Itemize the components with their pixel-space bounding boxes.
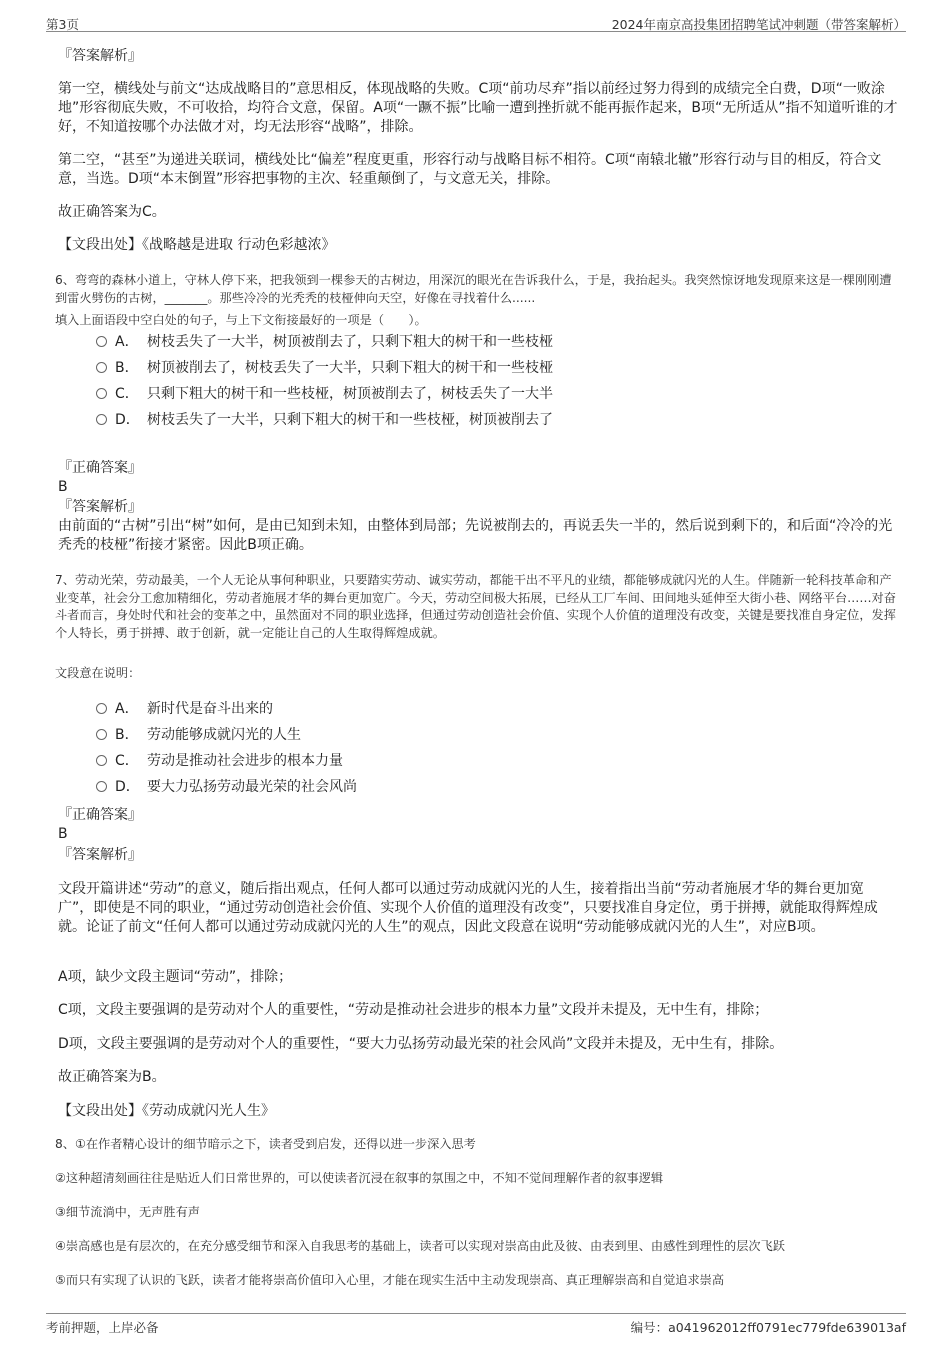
answer-conclusion: 故正确答案为C。 xyxy=(58,204,166,220)
option-d[interactable] xyxy=(96,777,357,797)
analysis-paragraph: C项，文段主要强调的是劳动对个人的重要性，“劳动是推动社会进步的根本力量”文段并未提及，无中生有，排除； xyxy=(58,1002,769,1018)
answer-analysis-heading: 『答案解析』 xyxy=(58,847,142,863)
radio-icon[interactable] xyxy=(96,703,107,714)
answer-conclusion: 故正确答案为B。 xyxy=(58,1069,166,1085)
option-text: 树顶被削去了，树枝丢失了一大半，只剩下粗大的树干和一些枝桠 xyxy=(147,360,553,376)
option-text: 树枝丢失了一大半，树顶被削去了，只剩下粗大的树干和一些枝桠 xyxy=(147,334,553,350)
radio-icon[interactable] xyxy=(96,336,107,347)
option-letter: A． xyxy=(115,334,139,350)
document-id: 编号：a041962012ff0791ec779fde639013af xyxy=(630,1320,906,1335)
analysis-paragraph: 第二空，“甚至”为递进关联词，横线处比“偏差”程度更重，形容行动与战略目标不相符。C项“南辕北辙”形容行动与目的相反，符合文意，当选。D项“本末倒置”形容把事物的主次、轻重颠倒了，与文意无关，排除。 xyxy=(58,152,882,187)
option-a[interactable] xyxy=(96,332,553,352)
option-letter: C． xyxy=(115,386,139,402)
question-prompt: 填入上面语段中空白处的句子，与上下文衔接最好的一项是（ ）。 xyxy=(55,313,427,327)
option-a[interactable] xyxy=(96,699,273,719)
analysis-paragraph: D项，文段主要强调的是劳动对个人的重要性，“要大力弘扬劳动最光荣的社会风尚”文段并未提及，无中生有，排除。 xyxy=(58,1036,784,1052)
analysis-paragraph: 第一空，横线处与前文“达成战略目的”意思相反，体现战略的失败。C项“前功尽弃”指以前经过努力得到的成绩完全白费，D项“一败涂地”形容彻底失败，不可收拾，均符合文意，保留。A项“一蹶不振”比喻一遭到挫折就不能再振作起来，B项“无所适从”指不知道听谁的才好，不知道按哪个办法做才对，均无法形容“战略”，排除。 xyxy=(58,81,898,135)
radio-icon[interactable] xyxy=(96,362,107,373)
radio-icon[interactable] xyxy=(96,729,107,740)
option-c[interactable] xyxy=(96,384,553,404)
option-text: 要大力弘扬劳动最光荣的社会风尚 xyxy=(147,779,357,795)
radio-icon[interactable] xyxy=(96,781,107,792)
correct-answer-heading: 『正确答案』 xyxy=(58,460,142,476)
correct-answer: B xyxy=(58,479,68,495)
page-footer xyxy=(46,1313,906,1336)
analysis-paragraph: A项，缺少文段主题词“劳动”，排除； xyxy=(58,969,293,985)
option-text: 劳动是推动社会进步的根本力量 xyxy=(147,753,343,769)
option-b[interactable] xyxy=(96,725,301,745)
question-stem: 6、弯弯的森林小道上，守林人停下来，把我领到一棵参天的古树边，用深沉的眼光在告诉我什么，于是，我抬起头。我突然惊讶地发现原来这是一棵刚刚遭到雷火劈伤的古树，_______。那些冷冷的光秃秃的枝桠伸向天空，好像在寻找着什么...... xyxy=(55,273,892,305)
correct-answer: B xyxy=(58,826,68,842)
option-letter: A． xyxy=(115,701,139,717)
option-b[interactable] xyxy=(96,358,553,378)
option-text: 只剩下粗大的树干和一些枝桠，树顶被削去了，树枝丢失了一大半 xyxy=(147,386,553,402)
page-header xyxy=(46,9,906,32)
option-letter: D． xyxy=(115,412,140,428)
option-d[interactable] xyxy=(96,410,553,430)
question-item: ⑤而只有实现了认识的飞跃，读者才能将崇高价值印入心里，才能在现实生活中主动发现崇高、真正理解崇高和自觉追求崇高 xyxy=(55,1273,725,1287)
option-letter: B． xyxy=(115,360,139,376)
analysis-paragraph: 由前面的“古树”引出“树”如何，是由已知到未知，由整体到局部；先说被削去的，再说丢失一半的，然后说到剩下的，和后面“冷冷的光秃秃的枝桠”衔接才紧密。因此B项正确。 xyxy=(58,518,893,553)
question-item: 8、①在作者精心设计的细节暗示之下，读者受到启发，还得以进一步深入思考 xyxy=(55,1137,476,1151)
analysis-paragraph: 文段开篇讲述“劳动”的意义，随后指出观点，任何人都可以通过劳动成就闪光的人生，接着指出当前“劳动者施展才华的舞台更加宽广”，即使是不同的职业，“通过劳动创造社会价值、实现个人价值的道理没有改变”，只要找准自身定位，勇于拼搏，就能取得辉煌成就。论证了前文“任何人都可以通过劳动成就闪光的人生”的观点，因此文段意在说明“劳动能够成就闪光的人生”，对应B项。 xyxy=(58,881,878,935)
option-text: 新时代是奋斗出来的 xyxy=(147,701,273,717)
document-title: 2024年南京高投集团招聘笔试冲刺题（带答案解析） xyxy=(611,17,906,32)
answer-analysis-heading: 『答案解析』 xyxy=(58,48,142,64)
question-prompt: 文段意在说明： xyxy=(55,666,141,680)
option-text: 树枝丢失了一大半，只剩下粗大的树干和一些枝桠，树顶被削去了 xyxy=(147,412,553,428)
question-item: ④崇高感也是有层次的，在充分感受细节和深入自我思考的基础上，读者可以实现对崇高由此及彼、由表到里、由感性到理性的层次飞跃 xyxy=(55,1239,785,1253)
radio-icon[interactable] xyxy=(96,388,107,399)
question-item: ③细节流淌中，无声胜有声 xyxy=(55,1205,200,1219)
correct-answer-heading: 『正确答案』 xyxy=(58,807,142,823)
question-item: ②这种超清刻画往往是贴近人们日常世界的，可以使读者沉浸在叙事的氛围之中，不知不觉间理解作者的叙事逻辑 xyxy=(55,1171,664,1185)
page-number: 第3页 xyxy=(46,17,79,32)
footer-slogan: 考前押题，上岸必备 xyxy=(46,1320,159,1335)
radio-icon[interactable] xyxy=(96,414,107,425)
option-letter: D． xyxy=(115,779,140,795)
question-stem: 7、劳动光荣，劳动最美，一个人无论从事何种职业，只要踏实劳动、诚实劳动，都能干出不平凡的业绩，都能够成就闪光的人生。伴随新一轮科技革命和产业变革，社会分工愈加精细化，劳动者施展才华的舞台更加宽广。今天，劳动空间极大拓展，已经从工厂车间、田间地头延伸至大街小巷、网络平台……对奋斗者而言，身处时代和社会的变革之中，虽然面对不同的职业选择，但通过劳动创造社会价值、实现个人价值的道理没有改变，关键是要找准自身定位，发挥个人特长，勇于拼搏、敢于创新，就一定能让自己的人生取得辉煌成就。 xyxy=(55,573,896,640)
option-letter: B． xyxy=(115,727,139,743)
source-citation: 【文段出处】《劳动成就闪光人生》 xyxy=(58,1103,275,1119)
answer-analysis-heading: 『答案解析』 xyxy=(58,499,142,515)
option-letter: C． xyxy=(115,753,139,769)
radio-icon[interactable] xyxy=(96,755,107,766)
option-c[interactable] xyxy=(96,751,343,771)
source-citation: 【文段出处】《战略越是进取 行动色彩越浓》 xyxy=(58,237,336,253)
option-text: 劳动能够成就闪光的人生 xyxy=(147,727,301,743)
